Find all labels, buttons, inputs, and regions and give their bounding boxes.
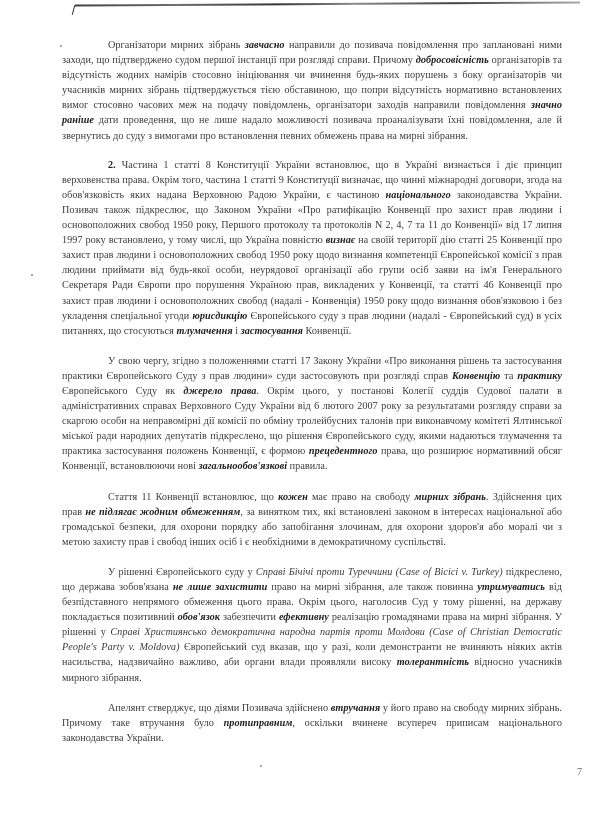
text-run: Конвенції. <box>302 325 352 337</box>
text-run: , оскільки вчинене всупереч приписам національного законодавства України. <box>62 717 562 744</box>
emphasized-term: юрисдикцію <box>192 310 248 322</box>
emphasized-term: джерело права <box>183 385 257 397</box>
text-run: реалізацію громадянами права на мирні зібрання. У рішенні у <box>62 612 562 639</box>
text-run: Апелянт стверджує, що діями Позивача здійснено <box>108 702 331 714</box>
emphasized-term: практику <box>517 370 562 382</box>
text-run: У рішенні Європейського суду у <box>108 566 256 578</box>
text-run: , за винятком тих, які встановлені законом в інтересах національної або громадської безпеки, для охорони порядку або запобігання злочинам, для охорони здоров'я або моралі чи з метою захисту прав і свобод інших осіб і є необхідними в демократичному суспільстві. <box>62 506 562 548</box>
emphasized-term: не підлягає жодним обмеженням <box>85 506 241 518</box>
text-run: Частина 1 статті 8 Конституції України встановлює, що в Україні визнається і діє принцип верховенства права. Окрім того, частина 1 статті 9 Конституції визначає, що чинні міжнародні договори, згода на обов'язковість яких надана Верховною Радою України, є частиною <box>62 159 562 201</box>
text-run: забезпечити <box>219 612 279 624</box>
section-number: 2. <box>108 159 116 171</box>
page-number: 7 <box>577 767 582 778</box>
emphasized-term: Конвенцію <box>452 370 501 382</box>
text-run: у його право на свободу мирних зібрань. Причому таке втручання було <box>62 702 562 729</box>
emphasized-term: ефективну <box>278 612 329 624</box>
case-citation: Справі Бічічі проти Туреччини (Case of Bicici v. Turkey) <box>255 566 503 578</box>
paragraph-article-11 <box>62 490 562 550</box>
paragraph-appellant <box>62 701 562 746</box>
paragraph-case-law <box>62 354 562 475</box>
text-run: право на мирні зібрання, але також повинна <box>267 582 478 593</box>
emphasized-term: добросовісність <box>415 55 489 67</box>
emphasized-term: протиправним <box>223 717 293 729</box>
emphasized-term: мирних зібрань <box>414 491 486 503</box>
document-page <box>62 38 562 746</box>
emphasized-term: національного <box>385 189 451 201</box>
emphasized-term: кожен <box>278 491 308 503</box>
text-run: має право на свободу <box>307 491 415 503</box>
text-run: . Окрім цього, у постанові Колегії суддів Судової палати в адміністративних справах Верховного Суду України від 6 лютого 2007 року за результатами розгляду справи за скаргою особи на неправомірні дії комісії по обміну тролейбусних талонів при виконавчому комітеті Ялтинської міської ради народних депутатів підкреслено, що рішення Європейського суду, якими надаються тлумачення та практика застосування положень Конвенції, є формою <box>62 385 562 458</box>
text-run: від безпідставного непрямого обмеження цього права. Окрім цього, наголосив Суд у тому рішенні, на державу покладається позитивний <box>62 582 562 624</box>
text-run: Європейського суду з прав людини (надалі - Європейський суд) в усіх питаннях, що стосуються <box>62 310 562 337</box>
emphasized-term: втручання <box>330 702 381 714</box>
emphasized-term: тлумачення <box>176 325 233 337</box>
text-run: підкреслено, що держава зобов'язана <box>62 566 563 593</box>
emphasized-term: завчасно <box>244 40 285 51</box>
text-run: . Здійснення цих прав <box>62 491 563 518</box>
text-run: організаторів та відсутність жодних намірів стосовно ініціювання чи вчинення будь-яких порушень з боку організаторів чи учасників мирних зібрань підтверджується тією обставиною, що попри відсутність нормативно встановлених вимог стосовно часових меж на подачу повідомлень, організатори заходів направили повідомлення <box>62 55 563 112</box>
text-run: направили до позивача повідомлення про заплановані ними заходи, що підтверджено судом першої інстанції при розгляді справи. Причому <box>62 40 562 67</box>
case-citation: Справі Християнсько демократична народна партія проти Молдови (Case of Christian Democratic People's Party v. Moldova) <box>62 627 563 654</box>
text-run: Стаття 11 Конвенції встановлює, що <box>108 491 279 503</box>
text-run: права, що розширює нормативний обсяг Конвенції, встановлюючи нові <box>62 446 562 473</box>
emphasized-term: загальнообов'язкові <box>198 461 288 473</box>
paragraph-bicici <box>62 565 562 686</box>
text-run: і <box>232 325 241 337</box>
text-run: законодавства України. Позивач також підкреслює, що Законом України «Про ратифікацію Конвенції про захист прав людини і основоположних свобод 1950 року, Першого протоколу та протоколів N 2, 4, 7 та 11 до Конвенції» від 17 липня 1997 року встановлено, у тому числі, що Україна повністю <box>62 189 562 247</box>
paragraph-constitution <box>62 158 562 339</box>
scan-speck <box>31 274 33 276</box>
text-run: Європейський суд вказав, що у разі, коли демонстранти не вчиняють ніяких актів насильства, надзвичайно важливо, аби органи влади проявляли високу <box>62 642 562 669</box>
text-run: на своїй території дію статті 25 Конвенції про захист прав людини і основоположних свобод 1950 року щодо визнання компетенції Європейської комісії з прав людини приймати від будь-якої особи, неурядової організації або групи осіб заяви на ім'я Генерального Секретаря Ради Європи про порушення Україною прав, викладених у Конвенції, та статті 46 Конвенції про захист прав людини і основоположних свобод (надалі - Конвенція) 1950 року щодо визнання обов'язковою і без укладення спеціальної угоди <box>62 235 563 322</box>
scan-edge-mark <box>72 5 76 15</box>
text-run: відносно учасників мирного зібрання. <box>62 657 562 684</box>
emphasized-term: застосування <box>240 325 303 337</box>
emphasized-term: утримуватись <box>477 582 545 593</box>
paragraph-organizers <box>62 38 562 144</box>
text-run: Європейського Суду як <box>62 385 184 397</box>
emphasized-term: прецедентного <box>308 446 378 458</box>
text-run: правила. <box>287 461 328 473</box>
text-run: У свою чергу, згідно з положеннями статті 17 Закону України «Про виконання рішень та застосування практики Європейського Суду з прав людини» суди застосовують при розгляді справ <box>62 355 562 382</box>
text-run: Організатори мирних зібрань <box>108 40 245 51</box>
text-run: дати проведення, що не лише надало можливості позивача проаналізувати їхні повідомлення, але й звернутись до суду з вимогами про встановлення певних обмежень права на мирні зібрання. <box>62 115 562 142</box>
emphasized-term: толерантність <box>396 657 470 669</box>
scan-edge-line <box>75 1 580 6</box>
emphasized-term: значно раніше <box>62 100 562 127</box>
emphasized-term: визнає <box>325 235 356 247</box>
emphasized-term: обов'язок <box>177 612 220 624</box>
scan-speck <box>260 765 262 767</box>
text-run: та <box>500 370 518 382</box>
emphasized-term: не лише захистити <box>172 582 268 593</box>
